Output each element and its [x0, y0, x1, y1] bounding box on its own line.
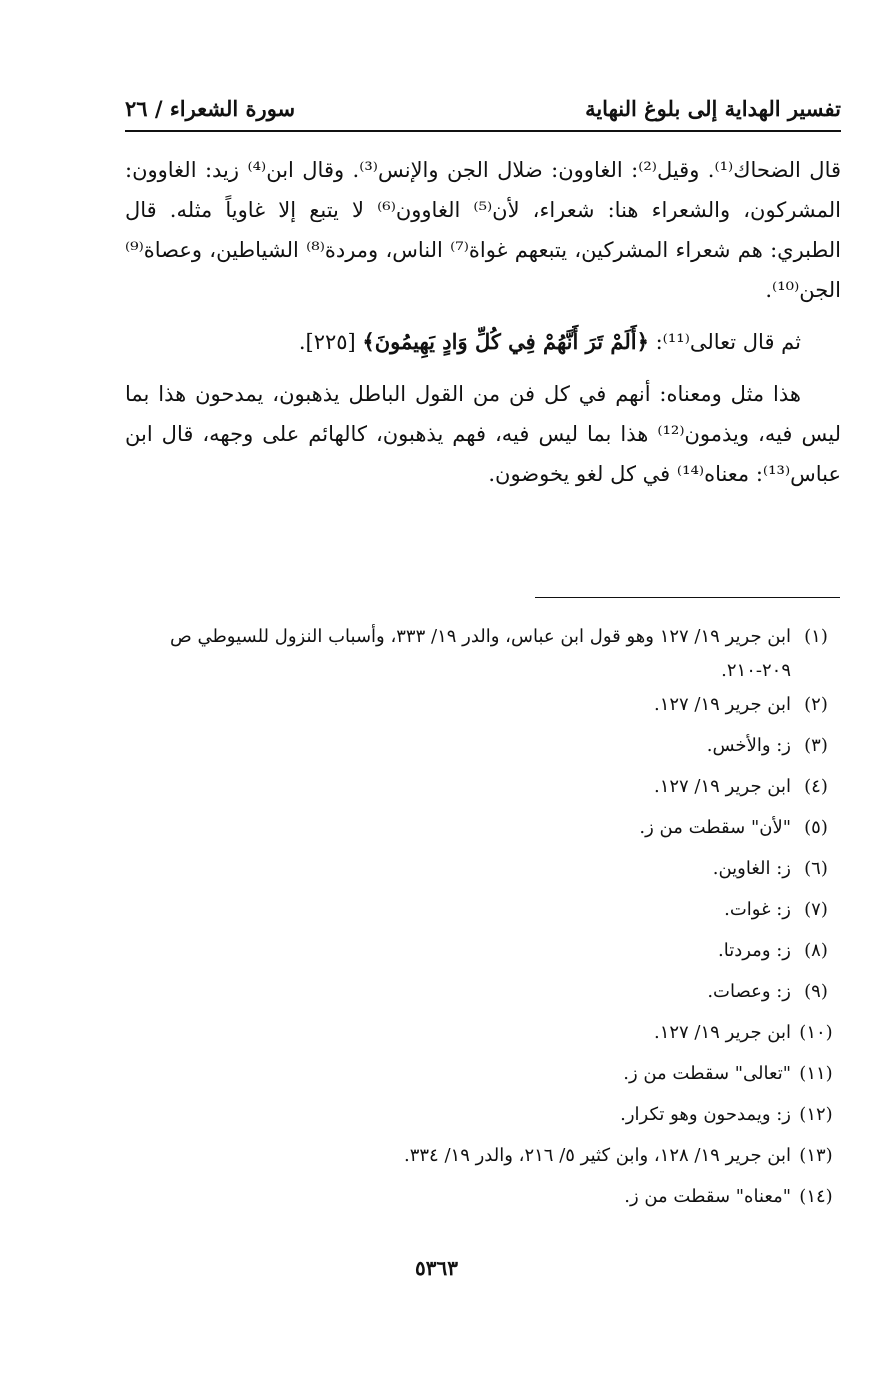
footnote-text: "لأن" سقطت من ز. [639, 817, 791, 838]
footnote-text: ز: وعصات. [707, 981, 791, 1002]
footnote-number: (١٤) [799, 1186, 833, 1207]
paragraph-2: هذا مثل ومعناه: أنهم في كل فن من القول الباطل يذهبون، يمدحون هذا بما ليس فيه، ويذمون⁽¹²⁾ هذا بما ليس فيه، فهم يذهبون، كالهائم على وجهه، قال ابن عباس⁽¹³⁾: معناه⁽¹⁴⁾ في كل لغو يخوضون. [125, 382, 841, 486]
verse-number: [٢٢٥]. [298, 330, 356, 354]
verse-intro: ثم قال تعالى⁽¹¹⁾: [655, 330, 801, 354]
footnote-item [125, 1057, 841, 1098]
footnote-text: ز: ويمدحون وهو تكرار. [620, 1104, 791, 1125]
footnote-item [125, 1016, 841, 1057]
surah-label: سورة الشعراء / ٢٦ [125, 95, 296, 121]
footnote-number: (٣) [804, 735, 828, 756]
footnote-item [125, 1180, 841, 1221]
footnote-text: ز: ومردتا. [718, 940, 791, 961]
footnote-text: ابن جرير ١٩/ ١٢٧. [653, 1022, 791, 1043]
footnote-number: (١) [804, 626, 828, 647]
footnote-item [125, 620, 841, 688]
footnote-item [125, 688, 841, 729]
footnote-text: "تعالى" سقطت من ز. [623, 1063, 791, 1084]
footnote-number: (٦) [804, 858, 828, 879]
footnote-text: ابن جرير ١٩/ ١٢٨، وابن كثير ٥/ ٢١٦، والدر ١٩/ ٣٣٤. [403, 1145, 791, 1166]
running-header [125, 90, 841, 126]
footnote-text: ابن جرير ١٩/ ١٢٧. [653, 694, 791, 715]
footnote-text: ز: غوات. [724, 899, 791, 920]
footnote-item [125, 852, 841, 893]
footnote-number: (٥) [804, 817, 828, 838]
footnote-item [125, 1139, 841, 1180]
footnote-number: (٢) [804, 694, 828, 715]
footnote-divider [535, 597, 840, 598]
book-title: تفسير الهداية إلى بلوغ النهاية [585, 95, 841, 121]
footnote-item [125, 811, 841, 852]
footnote-item [125, 893, 841, 934]
footnote-text: ابن جرير ١٩/ ١٢٧. [653, 776, 791, 797]
footnote-item [125, 934, 841, 975]
footnote-number: (٤) [804, 776, 828, 797]
quran-verse: ﴿أَلَمْ تَرَ أَنَّهُمْ فِي كُلِّ وَادٍ يَهِيمُونَ﴾ [362, 329, 649, 354]
paragraph-1: قال الضحاك⁽¹⁾. وقيل⁽²⁾: الغاوون: ضلال الجن والإنس⁽³⁾. وقال ابن⁽⁴⁾ زيد: الغاوون: المشركون، والشعراء هنا: شعراء، لأن⁽⁵⁾ الغاوون⁽⁶⁾ لا يتبع إلا غاوياً مثله. قال الطبري: هم شعراء المشركين، يتبعهم غواة⁽⁷⁾ الناس، ومردة⁽⁸⁾ الشياطين، وعصاة⁽⁹⁾ الجن⁽¹⁰⁾. [125, 158, 842, 302]
footnote-number: (٧) [804, 899, 828, 920]
footnote-item [125, 1098, 841, 1139]
footnote-text: ابن جرير ١٩/ ١٢٧ وهو قول ابن عباس، والدر ١٩/ ٣٣٣، وأسباب النزول للسيوطي ص ٢٠٩-٢١٠. [169, 626, 791, 681]
footnote-text: "معناه" سقطت من ز. [624, 1186, 791, 1207]
footnote-text: ز: والأخس. [706, 735, 791, 756]
footnote-item [125, 975, 841, 1016]
page-number: ٥٣٦٣ [415, 1256, 458, 1280]
header-divider [125, 130, 841, 132]
footnote-number: (١٠) [799, 1022, 833, 1043]
footnote-item [125, 770, 841, 811]
footnote-number: (١٣) [799, 1145, 833, 1166]
footnote-list [125, 620, 841, 1221]
footnote-text: ز: الغاوين. [712, 858, 791, 879]
footnote-number: (١١) [799, 1063, 833, 1084]
footnote-number: (٩) [804, 981, 828, 1002]
verse-line [125, 322, 841, 362]
footnote-number: (٨) [804, 940, 828, 961]
footnote-item [125, 729, 841, 770]
footnote-number: (١٢) [799, 1104, 833, 1125]
main-text [125, 150, 841, 494]
